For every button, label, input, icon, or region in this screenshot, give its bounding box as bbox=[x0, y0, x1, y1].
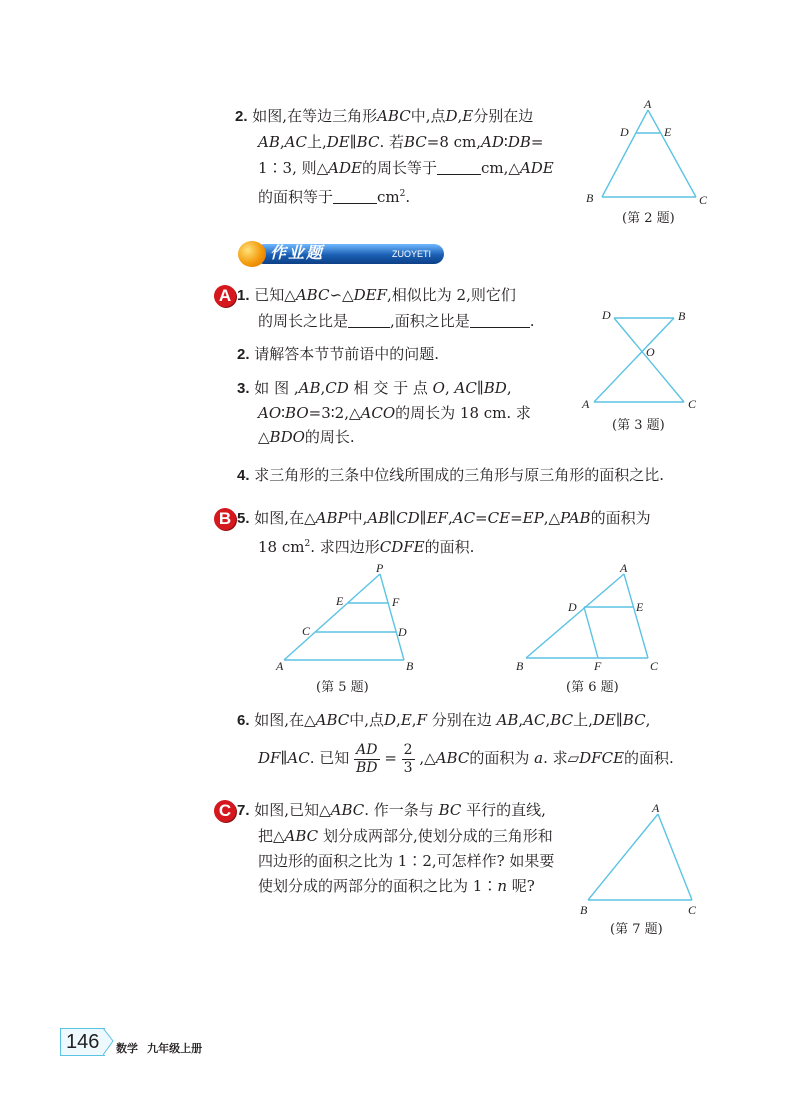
level-c-badge: C bbox=[214, 800, 236, 822]
answer-blank bbox=[333, 189, 377, 204]
fraction-2-3: $\frac{2}{3}$ bbox=[403, 741, 413, 776]
problem-2: 2. 请解答本节节前语中的问题. bbox=[237, 345, 440, 363]
caption-5: (第 5 题) bbox=[316, 680, 369, 695]
fraction-ad-bd: $\frac{AD}{BD}$ bbox=[356, 741, 378, 776]
level-a-badge: A bbox=[214, 285, 236, 307]
svg-text:D: D bbox=[568, 600, 577, 614]
svg-text:B: B bbox=[580, 903, 588, 917]
svg-text:C: C bbox=[650, 659, 659, 673]
caption-2: (第 2 题) bbox=[622, 211, 675, 226]
svg-text:D: D bbox=[620, 125, 629, 139]
svg-text:B: B bbox=[516, 659, 524, 673]
figure-2 bbox=[580, 98, 710, 210]
answer-blank bbox=[437, 160, 481, 175]
answer-blank bbox=[348, 313, 390, 328]
book-title: 数学 九年级上册 bbox=[116, 1043, 203, 1055]
svg-text:F: F bbox=[392, 595, 400, 609]
svg-text:A: A bbox=[644, 97, 652, 111]
caption-7: (第 7 题) bbox=[610, 922, 663, 937]
page-number: 146 bbox=[66, 1031, 100, 1053]
problem-1: 1. 已知△ABC∽△DEF,相似比为 2,则它们 bbox=[237, 286, 516, 304]
svg-text:A: A bbox=[276, 659, 284, 673]
figure-5 bbox=[272, 560, 422, 676]
svg-text:A: A bbox=[652, 801, 660, 815]
answer-blank bbox=[470, 313, 530, 328]
svg-text:C: C bbox=[302, 624, 311, 638]
problem-4: 4. 求三角形的三条中位线所围成的三角形与原三角形的面积之比. bbox=[237, 466, 665, 484]
svg-text:A: A bbox=[582, 397, 590, 411]
figure-3 bbox=[578, 306, 708, 410]
svg-text:C: C bbox=[699, 193, 708, 207]
svg-text:C: C bbox=[688, 397, 697, 411]
figure-6 bbox=[512, 560, 682, 676]
svg-text:D: D bbox=[602, 308, 611, 322]
svg-text:E: E bbox=[636, 600, 644, 614]
level-b-badge: B bbox=[214, 508, 236, 530]
caption-6: (第 6 题) bbox=[566, 680, 619, 695]
svg-text:E: E bbox=[664, 125, 672, 139]
svg-text:O: O bbox=[646, 345, 655, 359]
page-tab-arrow-icon bbox=[103, 1028, 115, 1056]
svg-text:B: B bbox=[586, 191, 594, 205]
orange-badge-icon bbox=[238, 241, 266, 267]
svg-text:E: E bbox=[336, 594, 344, 608]
caption-3: (第 3 题) bbox=[612, 418, 665, 433]
svg-text:B: B bbox=[406, 659, 414, 673]
svg-text:F: F bbox=[594, 659, 602, 673]
homework-banner: 作业题 ZUOYETI bbox=[238, 241, 446, 267]
svg-text:B: B bbox=[678, 309, 686, 323]
svg-text:A: A bbox=[620, 561, 628, 575]
svg-text:P: P bbox=[376, 561, 384, 575]
svg-text:D: D bbox=[398, 625, 407, 639]
figure-7 bbox=[576, 800, 706, 916]
svg-text:C: C bbox=[688, 903, 697, 917]
